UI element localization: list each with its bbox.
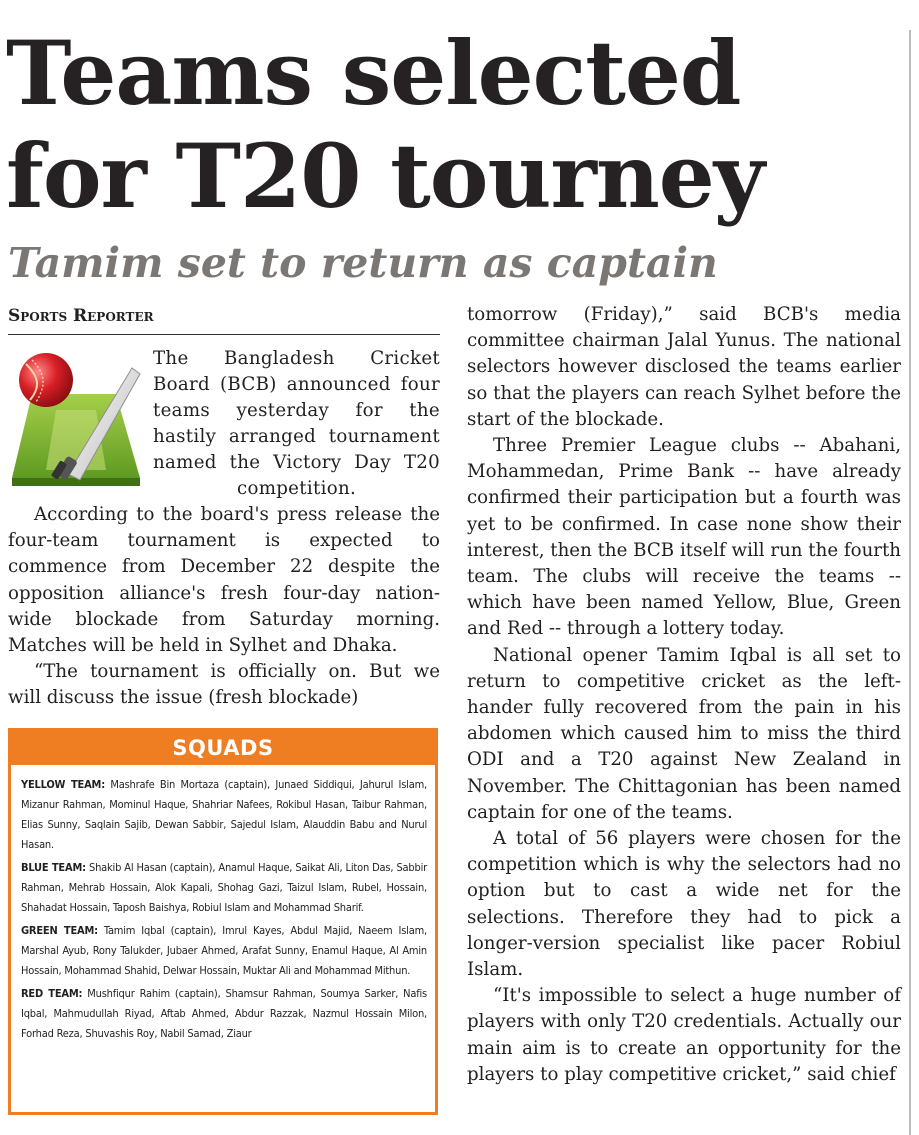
team-name: YELLOW TEAM: (21, 778, 105, 791)
squads-box (8, 728, 438, 1115)
intro-block (8, 346, 440, 502)
team-players: Shakib Al Hasan (captain), Anamul Haque, Saikat Ali, Liton Das, Sabbir Rahman, Mehrab Hossain, Alok Kapali, Shohag Gazi, Taizul Islam, Rubel, Hossain, Shahadat Hossain, Taposh Baishya, Robiul Islam and Mohammad Sharif. (21, 861, 427, 914)
cricket-ball-bat-pitch-icon (10, 350, 146, 490)
paragraph: “The tournament is officially on. But we will discuss the issue (fresh blockade) (8, 661, 440, 709)
squads-list (11, 765, 435, 1044)
right-column (467, 302, 901, 1088)
column-divider (909, 30, 911, 1135)
paragraph: Three Premier League clubs -- Abahani, Mohammedan, Prime Bank -- have already confirmed their participation but a fourth was yet to be confirmed. In case none show their interest, then the BCB itself will run the fourth team. The clubs will receive the teams -- which have been named Yellow, Blue, Green and Red -- through a lottery today. (467, 435, 901, 640)
intro-paragraph: The Bangladesh Cricket Board (BCB) announced four teams yesterday for the hastily arranged tournament named the Victory Day T20 competition. (153, 348, 440, 499)
team-name: BLUE TEAM: (21, 861, 86, 874)
headline: Teams selected for T20 tourney (6, 21, 764, 228)
squads-title: SQUADS (11, 731, 435, 765)
paragraph: National opener Tamim Iqbal is all set to return to competitive cricket as the left-hander fully recovered from the pain in his abdomen which caused him to miss the third ODI and a T20 against New Zealand in November. The Chittagonian has been named captain for one of the teams. (467, 644, 901, 823)
team-red (21, 984, 427, 1044)
team-green (21, 921, 427, 981)
subheadline: Tamim set to return as captain (8, 239, 718, 287)
byline: Sports Reporter (8, 306, 154, 326)
team-blue (21, 858, 427, 918)
left-column (8, 346, 440, 712)
paragraph-continued: tomorrow (Friday),” said BCB's media committee chairman Jalal Yunus. The national selectors however disclosed the teams earlier so that the players can reach Sylhet before the start of the blockade. (467, 304, 901, 430)
team-players: Mushfiqur Rahim (captain), Shamsur Rahman, Soumya Sarker, Nafis Iqbal, Mahmudullah Riyad, Aftab Ahmed, Abdur Razzak, Nazmul Hossain Milon, Forhad Reza, Shuvashis Roy, Nabil Samad, Ziaur (21, 987, 427, 1040)
team-yellow (21, 775, 427, 855)
byline-rule (8, 334, 440, 335)
team-name: RED TEAM: (21, 987, 83, 1000)
paragraph: According to the board's press release the four-team tournament is expected to commence from December 22 despite the opposition alliance's fresh four-day nation-wide blockade from Saturday morning. Matches will be held in Sylhet and Dhaka. (8, 504, 440, 657)
paragraph: A total of 56 players were chosen for the competition which is why the selectors had no option but to cast a wide net for the selections. Therefore they had to pick a longer-version specialist like pacer Robiul Islam. (467, 828, 901, 981)
paragraph: “It's impossible to select a huge number of players with only T20 credentials. Actually our main aim is to create an opportunity for the players to play competitive cricket,” said chief (467, 985, 901, 1085)
team-players: Tamim Iqbal (captain), Imrul Kayes, Abdul Majid, Naeem Islam, Marshal Ayub, Rony Talukder, Jubaer Ahmed, Arafat Sunny, Enamul Haque, Al Amin Hossain, Mohammad Shahid, Delwar Hossain, Muktar Ali and Mohammad Mithun. (21, 924, 427, 977)
team-name: GREEN TEAM: (21, 924, 98, 937)
team-players: Mashrafe Bin Mortaza (captain), Junaed Siddiqui, Jahurul Islam, Mizanur Rahman, Mominul Haque, Shahriar Nafees, Rokibul Hasan, Taibur Rahman, Elias Sunny, Saqlain Sajib, Dewan Sabbir, Sajedul Islam, Alauddin Babu and Nurul Hasan. (21, 778, 427, 851)
